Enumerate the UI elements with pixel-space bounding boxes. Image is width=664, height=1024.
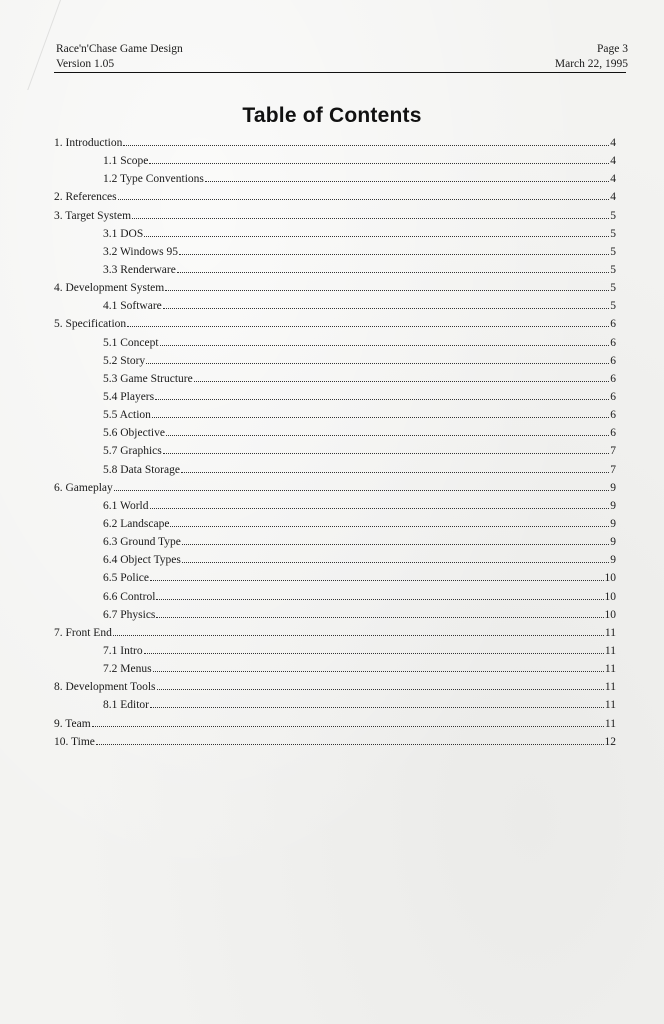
toc-subsection-entry xyxy=(54,569,616,587)
toc-entry-page: 4 xyxy=(610,155,616,168)
toc-entry-label: 3.2 Windows 95 xyxy=(103,245,179,258)
toc-entry-page: 6 xyxy=(610,390,616,403)
toc-subsection-entry xyxy=(54,696,616,714)
toc-dot-leader xyxy=(150,580,604,581)
toc-dot-leader xyxy=(146,363,609,364)
toc-subsection-entry xyxy=(54,497,616,515)
toc-entry-page: 10 xyxy=(604,608,616,621)
toc-dot-leader xyxy=(96,744,604,745)
toc-entry-label: 3.1 DOS xyxy=(103,227,144,240)
toc-dot-leader xyxy=(113,635,604,636)
toc-subsection-entry xyxy=(54,406,616,424)
toc-entry-label: 7. Front End xyxy=(54,626,112,639)
toc-entry-label: 5.5 Action xyxy=(103,409,151,422)
toc-dot-leader xyxy=(157,689,604,690)
toc-entry-label: 5.2 Story xyxy=(103,354,146,367)
toc-entry-label: 5.4 Players xyxy=(103,390,155,403)
toc-entry-label: 4. Development System xyxy=(54,282,165,295)
toc-entry-page: 9 xyxy=(610,554,616,567)
toc-section-entry xyxy=(54,624,616,642)
toc-dot-leader xyxy=(182,562,609,563)
toc-entry-label: 5.3 Game Structure xyxy=(103,372,193,385)
toc-subsection-entry xyxy=(54,388,616,406)
toc-dot-leader xyxy=(205,181,609,182)
toc-dot-leader xyxy=(163,308,609,309)
toc-dot-leader xyxy=(177,272,609,273)
toc-entry-label: 6. Gameplay xyxy=(54,481,113,494)
toc-entry-label: 3.3 Renderware xyxy=(103,263,176,276)
toc-entry-label: 6.1 World xyxy=(103,499,149,512)
toc-entry-label: 8.1 Editor xyxy=(103,699,149,712)
toc-dot-leader xyxy=(149,163,609,164)
toc-dot-leader xyxy=(144,653,604,654)
toc-entry-label: 2. References xyxy=(54,191,117,204)
toc-entry-page: 11 xyxy=(604,717,616,730)
toc-entry-page: 9 xyxy=(610,499,616,512)
toc-entry-label: 6.7 Physics xyxy=(103,608,156,621)
toc-section-entry xyxy=(54,279,616,297)
toc-subsection-entry xyxy=(54,243,616,261)
toc-entry-page: 6 xyxy=(610,409,616,422)
toc-section-entry xyxy=(54,207,616,225)
toc-entry-label: 6.6 Control xyxy=(103,590,156,603)
toc-dot-leader xyxy=(156,599,603,600)
toc-dot-leader xyxy=(123,145,609,146)
toc-entry-page: 4 xyxy=(610,191,616,204)
toc-entry-page: 5 xyxy=(610,245,616,258)
toc-subsection-entry xyxy=(54,606,616,624)
toc-entry-label: 5.7 Graphics xyxy=(103,445,162,458)
toc-subsection-entry xyxy=(54,424,616,442)
toc-entry-page: 6 xyxy=(610,354,616,367)
document-date: March 22, 1995 xyxy=(554,58,628,70)
paper-fold-line xyxy=(0,0,61,90)
toc-section-entry xyxy=(54,315,616,333)
toc-dot-leader xyxy=(179,254,609,255)
toc-entry-label: 5.1 Concept xyxy=(103,336,159,349)
toc-dot-leader xyxy=(155,399,609,400)
toc-entry-label: 6.5 Police xyxy=(103,572,149,585)
toc-entry-label: 1. Introduction xyxy=(54,137,123,149)
toc-subsection-entry xyxy=(54,297,616,315)
toc-dot-leader xyxy=(194,381,609,382)
toc-dot-leader xyxy=(166,435,609,436)
toc-entry-label: 6.2 Landscape xyxy=(103,517,170,530)
toc-dot-leader xyxy=(163,453,609,454)
toc-entry-page: 9 xyxy=(610,517,616,530)
toc-dot-leader xyxy=(118,199,609,200)
toc-dot-leader xyxy=(153,671,604,672)
toc-entry-page: 6 xyxy=(610,336,616,349)
toc-subsection-entry xyxy=(54,551,616,569)
toc-entry-page: 5 xyxy=(610,227,616,240)
toc-entry-page: 11 xyxy=(604,681,616,694)
toc-entry-page: 6 xyxy=(610,318,616,331)
toc-section-entry xyxy=(54,678,616,696)
toc-entry-page: 4 xyxy=(610,173,616,186)
toc-entry-label: 5.6 Objective xyxy=(103,427,165,440)
toc-entry-page: 6 xyxy=(610,427,616,440)
toc-subsection-entry xyxy=(54,152,616,170)
toc-dot-leader xyxy=(127,326,609,327)
toc-subsection-entry xyxy=(54,370,616,388)
toc-entry-label: 9. Team xyxy=(54,717,91,730)
toc-entry-label: 3. Target System xyxy=(54,209,132,222)
toc-entry-label: 6.3 Ground Type xyxy=(103,536,181,549)
toc-subsection-entry xyxy=(54,515,616,533)
toc-entry-page: 7 xyxy=(610,463,616,476)
toc-title: Table of Contents xyxy=(242,104,422,127)
toc-entry-page: 11 xyxy=(604,699,616,712)
toc-dot-leader xyxy=(152,417,609,418)
toc-subsection-entry xyxy=(54,533,616,551)
toc-entry-page: 5 xyxy=(610,300,616,313)
header-rule xyxy=(54,72,626,73)
toc-section-entry xyxy=(54,479,616,497)
toc-entry-page: 12 xyxy=(604,735,616,748)
toc-entry-label: 1.2 Type Conventions xyxy=(103,173,204,186)
header-left xyxy=(56,42,183,72)
toc-entry-page: 5 xyxy=(610,209,616,222)
toc-entry-label: 5.8 Data Storage xyxy=(103,463,180,476)
toc-entry-page: 7 xyxy=(610,445,616,458)
toc-section-entry xyxy=(54,188,616,206)
page-number: Page 3 xyxy=(597,43,628,55)
toc-entry-page: 9 xyxy=(610,536,616,549)
toc-entry-page: 11 xyxy=(604,626,616,639)
toc-entry-label: 6.4 Object Types xyxy=(103,554,181,567)
toc-entry-page: 9 xyxy=(610,481,616,494)
toc-subsection-entry xyxy=(54,334,616,352)
toc-dot-leader xyxy=(150,508,609,509)
toc-entry-label: 8. Development Tools xyxy=(54,681,156,694)
toc-entry-label: 7.1 Intro xyxy=(103,644,143,657)
toc-entry-page: 5 xyxy=(610,282,616,295)
toc-entry-page: 10 xyxy=(604,572,616,585)
toc-section-entry xyxy=(54,134,616,152)
toc-subsection-entry xyxy=(54,588,616,606)
toc-entry-label: 5. Specification xyxy=(54,318,127,331)
toc-dot-leader xyxy=(156,617,603,618)
document-version: Version 1.05 xyxy=(56,58,115,70)
toc-subsection-entry xyxy=(54,261,616,279)
toc-entry-page: 6 xyxy=(610,372,616,385)
toc-subsection-entry xyxy=(54,352,616,370)
toc-dot-leader xyxy=(181,472,609,473)
toc-subsection-entry xyxy=(54,461,616,479)
toc-subsection-entry xyxy=(54,642,616,660)
toc-entry-label: 4.1 Software xyxy=(103,300,162,313)
toc-subsection-entry xyxy=(54,442,616,460)
toc-dot-leader xyxy=(150,707,604,708)
toc-entry-page: 10 xyxy=(604,590,616,603)
toc-entry-page: 4 xyxy=(610,137,616,149)
toc-entry-label: 1.1 Scope xyxy=(103,155,149,168)
toc-subsection-entry xyxy=(54,225,616,243)
document-title: Race'n'Chase Game Design xyxy=(56,43,183,55)
toc-dot-leader xyxy=(92,726,604,727)
toc-dot-leader xyxy=(170,526,609,527)
toc-dot-leader xyxy=(165,290,609,291)
toc-section-entry xyxy=(54,733,616,751)
toc-subsection-entry xyxy=(54,660,616,678)
toc-entry-page: 11 xyxy=(604,644,616,657)
table-of-contents xyxy=(54,134,616,751)
toc-entry-label: 10. Time xyxy=(54,735,95,748)
toc-dot-leader xyxy=(114,490,609,491)
toc-entry-page: 11 xyxy=(604,663,616,676)
toc-dot-leader xyxy=(144,236,609,237)
toc-entry-label: 7.2 Menus xyxy=(103,663,152,676)
toc-dot-leader xyxy=(132,218,609,219)
toc-subsection-entry xyxy=(54,170,616,188)
header-right xyxy=(555,42,628,72)
toc-dot-leader xyxy=(160,345,609,346)
toc-section-entry xyxy=(54,715,616,733)
toc-entry-page: 5 xyxy=(610,263,616,276)
toc-dot-leader xyxy=(182,544,609,545)
